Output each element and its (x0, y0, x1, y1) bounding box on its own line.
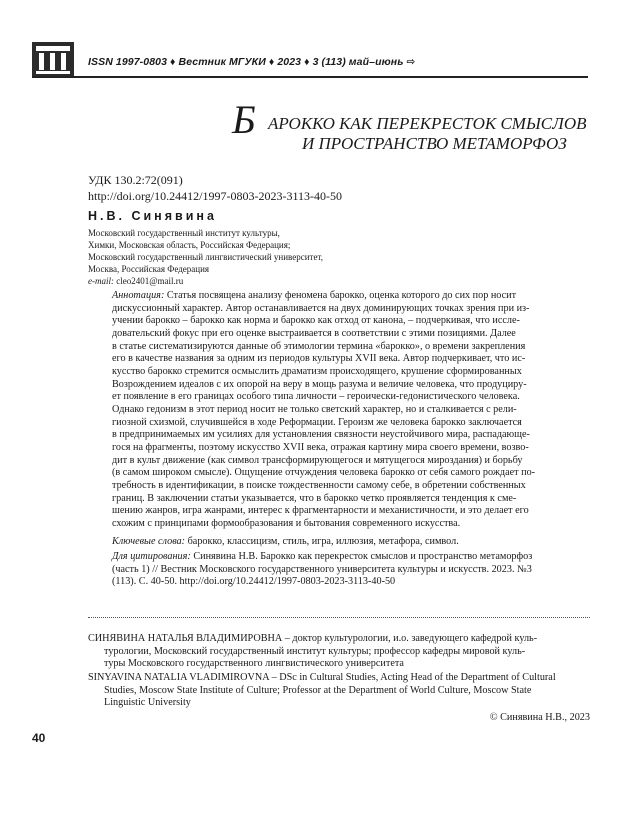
abstract-line: в предпринимаемых им усилиях для установления связности неустойчивого мира, распадающе- (112, 429, 530, 441)
affiliation-line: Московский государственный институт культуры, (88, 228, 280, 238)
copyright: © Синявина Н.В., 2023 (489, 712, 590, 723)
keywords-label: Ключевые слова (112, 536, 182, 547)
bio-en-line: Linguistic University (104, 697, 191, 709)
abstract-line: довательский фокус при его оценке выстраивается в соответствии с этими позициями. Далее (112, 327, 516, 339)
abstract-line: Однако гедонизм в этот период носит не только светский характер, но и сталкивается с рели- (112, 403, 517, 415)
abstract-line: его в качестве названия за одним из периодов культуры XVII века. Автор подчеркивает, что ис- (112, 353, 526, 365)
affiliation-line: Химки, Московская область, Российская Федерация; (88, 240, 291, 250)
author-name: Н.В. Синявина (88, 209, 217, 223)
bio-en-line: SINYAVINA NATALIA VLADIMIROVNA – DSc in Cultural Studies, Acting Head of the Department of Cultural (88, 672, 556, 683)
abstract-line: требность в идентификации, в поиске тождественности самому себе, в обретении собственных (112, 479, 526, 491)
abstract-line: шению жанров, игра жанрами, интерес к фрагментарности и механистичности, и это делает его (112, 505, 529, 517)
abstract-line: Статья посвящена анализу феномена барокко, оценка которого до сих пор носит (166, 290, 517, 301)
abstract-line: границ. В заключении статьи указывается, что в барокко четко проявляется тенденция к сме- (112, 492, 517, 504)
abstract-line: дит в культ движение (как символ трансформирующегося и мятущегося мироздания) и борьбу (112, 454, 523, 466)
journal-logo-icon (32, 42, 74, 76)
affiliation-line: Москва, Российская Федерация (88, 264, 210, 274)
bio-en-line: Studies, Moscow State Institute of Culture; Professor at the Department of World Culture, Moscow State (104, 684, 532, 696)
title-line-1: АРОККО КАК ПЕРЕКРЕСТОК СМЫСЛОВ (268, 114, 587, 133)
citation-label: Для цитирования (112, 551, 188, 562)
author-bio-en (88, 672, 590, 710)
abstract-line: схожим с принципами формообразования и бытования современного искусства. (112, 517, 461, 529)
abstract-line: дискуссионный характер. Автор останавливается на двух доминирующих точках зрения при из- (112, 302, 530, 314)
abstract-line: учении барокко – барокко как норма и барокко как отход от канона, – подчеркивая, что иссле- (112, 315, 520, 327)
affiliation-line: Московский государственный лингвистический университет, (88, 252, 323, 262)
affiliation-block (88, 227, 388, 287)
abstract-label: Аннотация (112, 290, 161, 301)
abstract-line: ет появление в его границах особого типа личности – героически-гедонистического человека. (112, 391, 520, 403)
abstract-line: гося на фрагменты, поэтому искусство XVII века, отражая картину мира своего времени, возво- (112, 441, 529, 453)
title-initial: Б (232, 97, 256, 142)
author-bio-ru (88, 633, 590, 671)
citation: Для цитирования: Синявина Н.В. Барокко как перекресток смыслов и пространство метаморфоз (часть 1) // Вестник Московского государственного университета культуры и искусств. 2023. №3 (113). С. 40-50. http://doi.org/10.24412/1997-0803-2023-3113-40-50 (112, 551, 590, 589)
abstract-line: Возрождением идеалов с их опорой на веру в мощь разума и величие человека, что продуциру- (112, 378, 527, 390)
bio-ru-name: СИНЯВИНА НАТАЛЬЯ ВЛАДИМИРОВНА (88, 633, 283, 644)
abstract: Аннотация: Статья посвящена анализу феномена барокко, оценка которого до сих пор носит дискуссионный характер. Автор останавливается на двух доминирующих точках зрения при из- учении барокко – барокко как норма и барокко как отход от канона, – подчеркивая, что иссле- довательский фокус при его оценке выстраивается в соответствии с этими позициями. Далее в статье систематизируются данные об этимологии термина «барокко», о времени закрепления его в качестве названия за одним из периодов культуры XVII века. Автор подчеркивает, что ис- кусство барокко стремится осмыслить драматизм происходящего, крушение сформированных Возрождением идеалов с их опорой на веру в мощь разума и величие человека, что продуциру- ет появление в его границах особого типа личности – героически-гедонистического человека. Однако гедонизм в этот период носит не только светский характер, но и сталкивается с рели- гиозной схизмой, случившейся в ходе Реформации. Героизм же человека барокко заключается в предпринимаемых им усилиях для установления связности неустойчивого мира, распадающе- гося на фрагменты, поэтому искусство XVII века, отражая картину мира своего времени, возво- дит в культ движение (как символ трансформирующегося и мятущегося мироздания) и борьбу (в самом широком смысле). Ощущение отчуждения человека барокко от себя самого рождает по- требность в идентификации, в поиске тождественности самому себе, в обретении собственных границ. В заключении статьи указывается, что в барокко четко проявляется тенденция к сме- шению жанров, игра жанрами, интерес к фрагментарности и механистичности, и это делает его схожим с принципами формообразования и бытования современного искусства. (112, 290, 590, 530)
abstract-line: в статье систематизируются данные об этимологии термина «барокко», о времени закрепления (112, 340, 526, 352)
bio-ru-line: туры Московского государственного лингвистического университета (104, 658, 404, 670)
doi-link[interactable]: http://doi.org/10.24412/1997-0803-2023-3113-40-50 (88, 189, 342, 203)
keywords-text: барокко, классицизм, стиль, игра, иллюзия, метафора, символ. (187, 536, 459, 547)
abstract-line: кусство барокко стремится осмыслить драматизм происходящего, крушение сформированных (112, 365, 522, 377)
abstract-line: гиозной схизмой, случившейся в ходе Реформации. Героизм же человека барокко заключается (112, 416, 522, 428)
email-label: e-mail: (88, 276, 114, 286)
keywords: Ключевые слова: барокко, классицизм, стиль, игра, иллюзия, метафора, символ. (112, 536, 459, 547)
journal-header: ISSN 1997-0803 ♦ Вестник МГУКИ ♦ 2023 ♦ 3 (113) май–июнь ⇨ (88, 56, 416, 68)
udk-code: УДК 130.2:72(091) (88, 173, 183, 187)
email-address[interactable]: cleo2401@mail.ru (116, 276, 184, 286)
title-line-2: И ПРОСТРАНСТВО МЕТАМОРФОЗ (302, 134, 567, 153)
abstract-line: (в самом широком смысле). Ощущение отчуждения человека барокко от себя самого рождает по- (112, 467, 536, 479)
bio-ru-line: турологии, Московский государственный институт культуры; профессор кафедры мировой куль- (104, 645, 526, 657)
dotted-divider (88, 617, 590, 618)
citation-line: (113). С. 40-50. http://doi.org/10.24412/1997-0803-2023-3113-40-50 (112, 576, 396, 588)
header-rule (32, 76, 588, 78)
page-number: 40 (32, 731, 46, 745)
citation-line: Синявина Н.В. Барокко как перекресток смыслов и пространство метаморфоз (193, 551, 533, 562)
citation-line: (часть 1) // Вестник Московского государственного университета культуры и искусств. 2023. №3 (112, 563, 532, 575)
bio-ru-line: – доктор культурологии, и.о. заведующего кафедрой куль- (284, 633, 538, 644)
